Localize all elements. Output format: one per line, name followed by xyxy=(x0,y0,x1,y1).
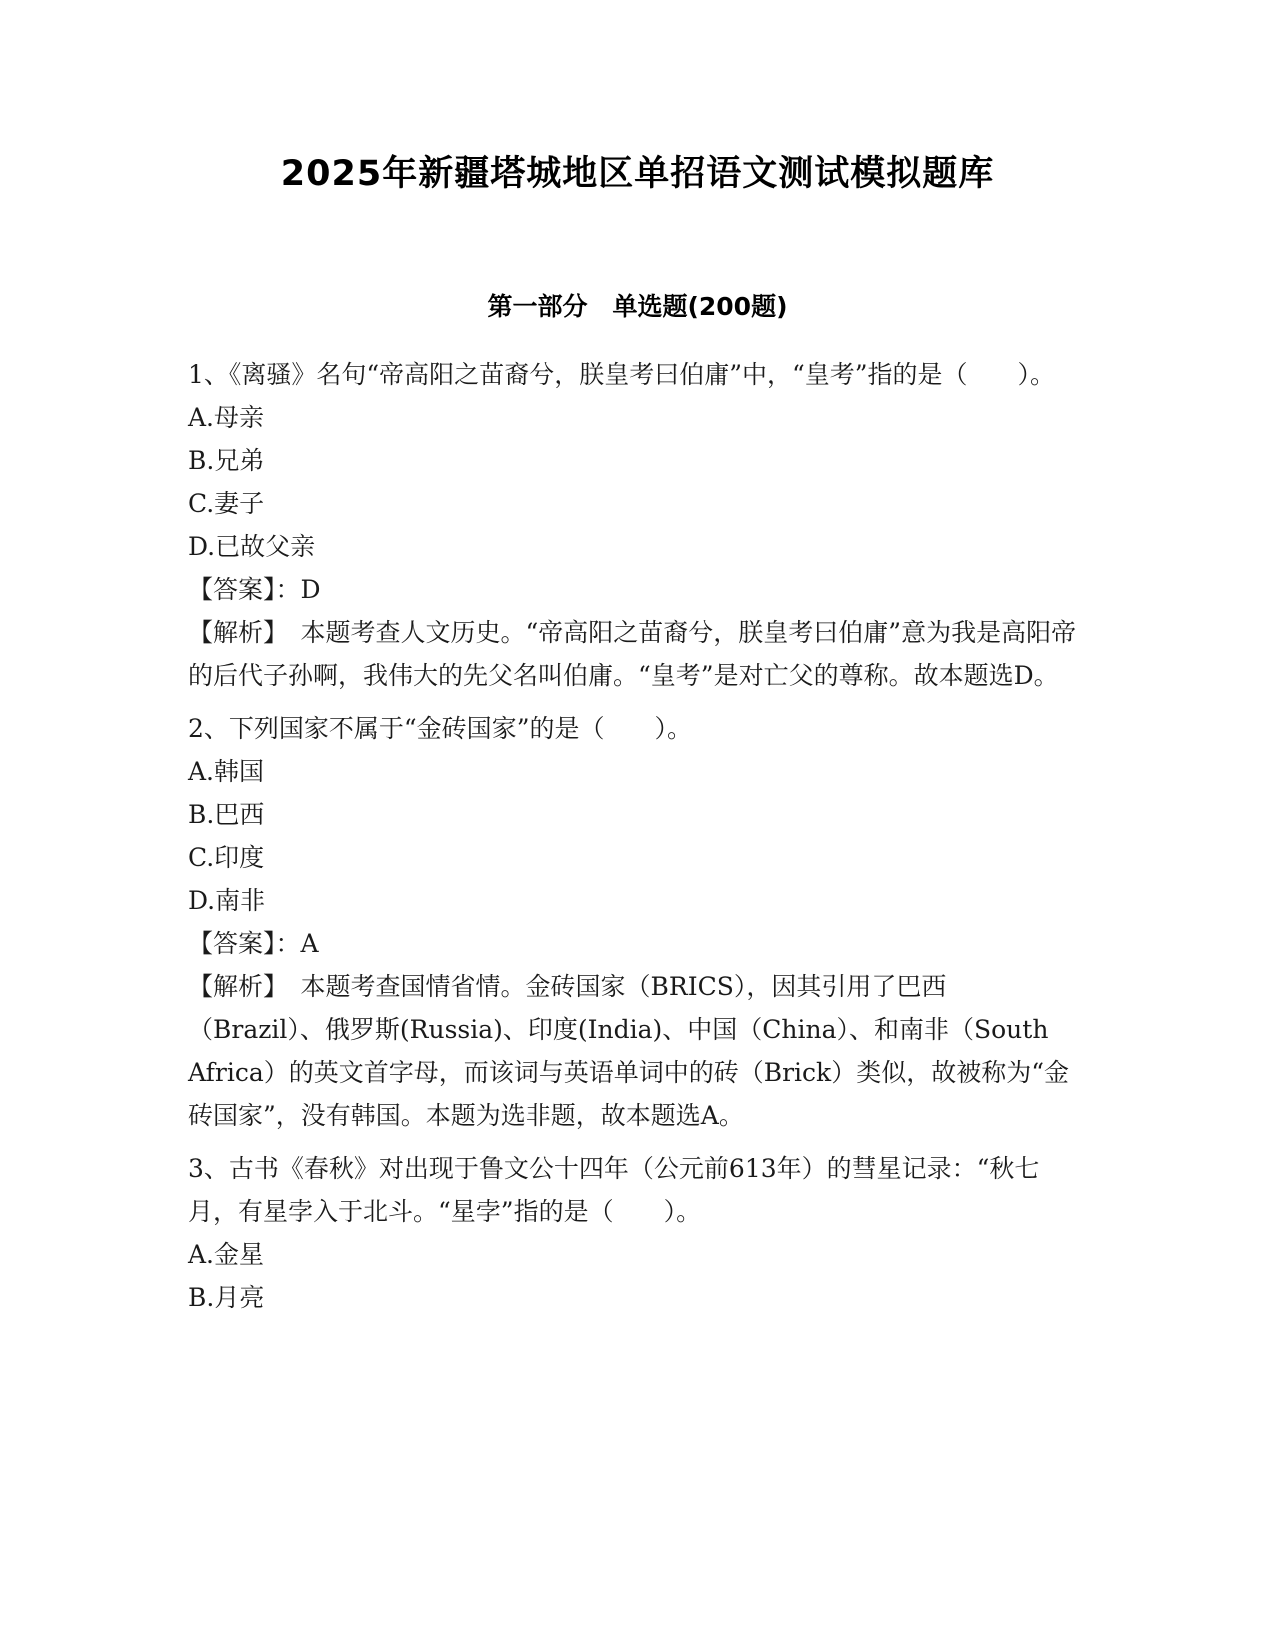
question-stem: 3、古书《春秋》对出现于鲁文公十四年（公元前613年）的彗星记录：“秋七月，有星孛入于北斗。“星孛”指的是（ ）。 xyxy=(188,1154,1040,1226)
answer-line: 【答案】：D xyxy=(188,575,321,604)
option-a: A.韩国 xyxy=(188,757,265,786)
analysis-paragraph: 【解析】 本题考查人文历史。“帝高阳之苗裔兮，朕皇考曰伯庸”意为我是高阳帝的后代子孙啊，我伟大的先父名叫伯庸。“皇考”是对亡父的尊称。故本题选D。 xyxy=(188,618,1077,690)
option-d: D.已故父亲 xyxy=(188,532,316,561)
option-b: B.月亮 xyxy=(188,1283,265,1312)
option-c: C.妻子 xyxy=(188,489,265,518)
question-1 xyxy=(188,353,1083,697)
option-c: C.印度 xyxy=(188,843,265,872)
answer-line: 【答案】：A xyxy=(188,929,319,958)
question-list xyxy=(188,353,1083,1329)
question-stem: 1、《离骚》名句“帝高阳之苗裔兮，朕皇考曰伯庸”中，“皇考”指的是（ ）。 xyxy=(188,360,1056,389)
question-3 xyxy=(188,1147,1083,1319)
option-d: D.南非 xyxy=(188,886,266,915)
option-a: A.母亲 xyxy=(188,403,265,432)
option-b: B.兄弟 xyxy=(188,446,265,475)
section-heading: 第一部分 单选题(200题) xyxy=(487,292,788,321)
question-2 xyxy=(188,707,1083,1137)
document-title: 2025年新疆塔城地区单招语文测试模拟题库 xyxy=(280,154,995,194)
option-b: B.巴西 xyxy=(188,800,265,829)
analysis-paragraph: 【解析】 本题考查国情省情。金砖国家（BRICS），因其引用了巴西（Brazil）、俄罗斯(Russia)、印度(India)、中国（China）、和南非（South Africa）的英文首字母，而该词与英语单词中的砖（Brick）类似，故被称为“金砖国家”，没有韩国。本题为选非题，故本题选A。 xyxy=(188,972,1069,1130)
question-stem: 2、下列国家不属于“金砖国家”的是（ ）。 xyxy=(188,714,692,743)
option-a: A.金星 xyxy=(188,1240,265,1269)
